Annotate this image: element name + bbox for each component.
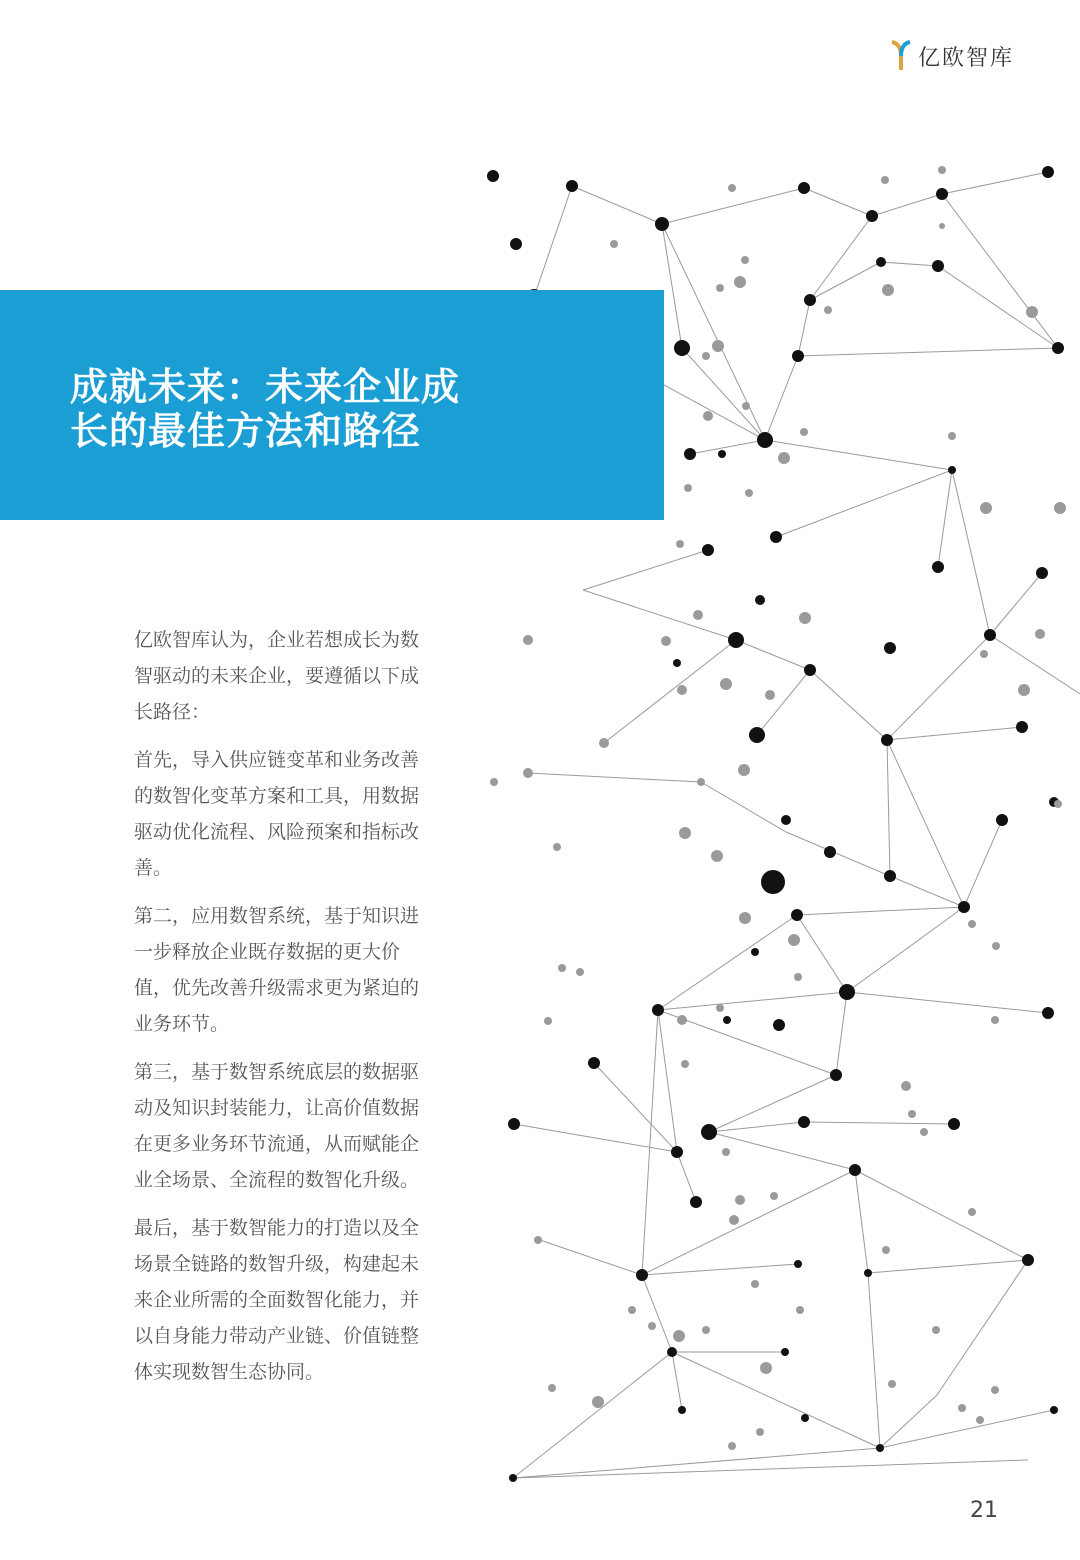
section-title-line-1: 成就未来：未来企业成 [70, 365, 461, 409]
paragraph-first: 首先，导入供应链变革和业务改善的数智化变革方案和工具，用数据驱动优化流程、风险预案和指标改善。 [134, 749, 420, 879]
section-title-line-2: 长的最佳方法和路径 [70, 409, 422, 453]
paragraph-last: 最后，基于数智能力的打造以及全场景全链路的数智升级，构建起未来企业所需的全面数智化能力，并以自身能力带动产业链、价值链整体实现数智生态协同。 [134, 1217, 420, 1383]
yiou-logo-icon [890, 40, 912, 72]
paragraph-third: 第三，基于数智系统底层的数据驱动及知识封装能力，让高价值数据在更多业务环节流通，从而赋能企业全场景、全流程的数智化升级。 [134, 1061, 420, 1191]
paragraph-second: 第二，应用数智系统，基于知识进一步释放企业既存数据的更大价值，优先改善升级需求更为紧迫的业务环节。 [134, 905, 420, 1035]
paragraph-intro: 亿欧智库认为，企业若想成长为数智驱动的未来企业，要遵循以下成长路径： [134, 629, 420, 723]
page-number: 21 [970, 1498, 998, 1523]
body-text [134, 622, 424, 1402]
brand-logo [890, 40, 1014, 72]
section-title [70, 365, 460, 453]
brand-name: 亿欧智库 [918, 45, 1015, 71]
